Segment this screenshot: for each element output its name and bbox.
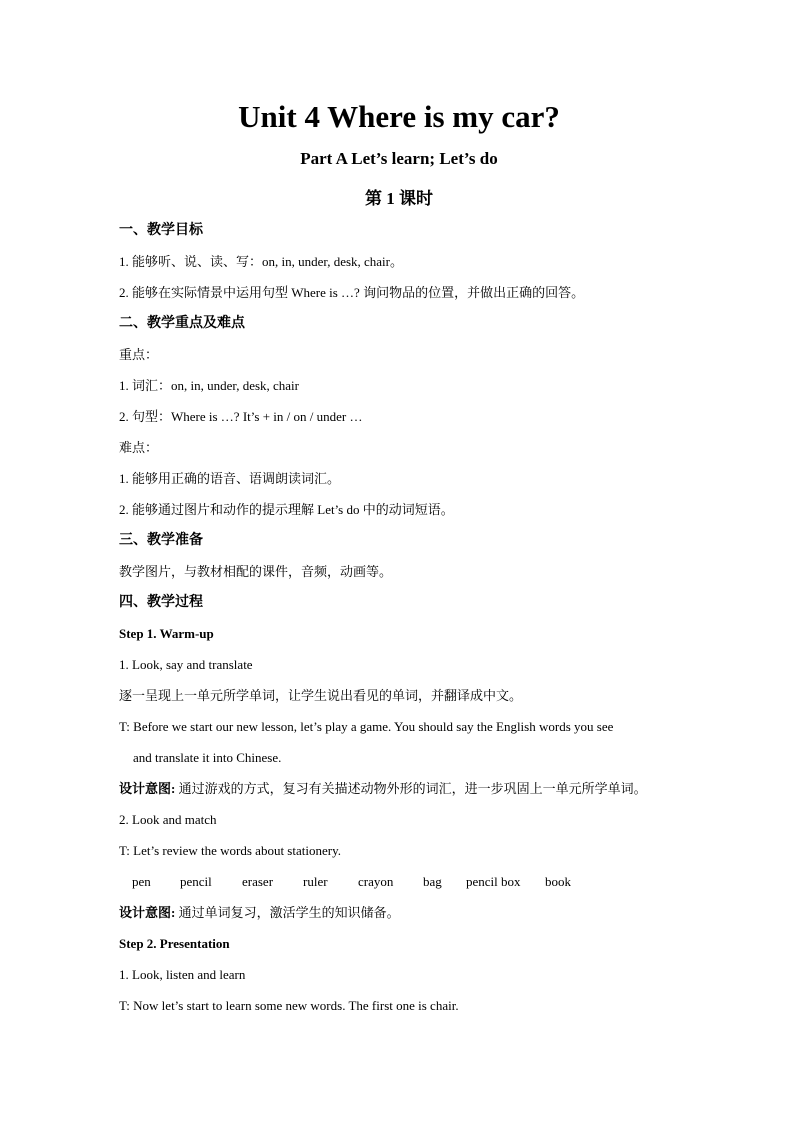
vocab-word: pen	[132, 874, 151, 889]
step1-title: Step 1. Warm-up	[119, 626, 214, 641]
section-heading-key-points: 二、教学重点及难点	[119, 316, 245, 331]
design-intent-text: 通过游戏的方式，复习有关描述动物外形的词汇，进一步巩固上一单元所学单词。	[175, 781, 647, 796]
teacher-line: T: Before we start our new lesson, let’s play a game. You should say the English words you see	[119, 719, 614, 734]
step1-sub1: 1. Look, say and translate	[119, 657, 253, 672]
key-points-label: 重点：	[119, 347, 159, 362]
teacher-line: T: Now let’s start to learn some new words. The first one is chair.	[119, 998, 459, 1013]
section-heading-procedure: 四、教学过程	[119, 595, 203, 610]
teacher-line: T: Let’s review the words about stationery.	[119, 843, 341, 858]
lesson-number: 第 1 课时	[365, 189, 433, 208]
vocab-word: bag	[423, 874, 442, 889]
vocab-word-list	[119, 866, 679, 897]
design-intent-label: 设计意图:	[119, 905, 176, 920]
design-intent-2	[119, 897, 679, 928]
document-body	[119, 96, 679, 1021]
step1-desc1: 逐一呈现上一单元所学单词，让学生说出看见的单词，并翻译成中文。	[119, 688, 523, 703]
key-point-item: 1. 词汇：on, in, under, desk, chair	[119, 378, 300, 393]
vocab-word: crayon	[358, 874, 394, 889]
step2-title: Step 2. Presentation	[119, 936, 230, 951]
document-subtitle: Part A Let’s learn; Let’s do	[300, 149, 498, 168]
objective-item: 2. 能够在实际情景中运用句型 Where is …? 询问物品的位置，并做出正确的回答。	[119, 285, 585, 300]
difficulty-item: 1. 能够用正确的语音、语调朗读词汇。	[119, 471, 341, 486]
section-heading-preparation: 三、教学准备	[119, 533, 203, 548]
step1-sub2: 2. Look and match	[119, 812, 217, 827]
key-point-item: 2. 句型：Where is …? It’s + in / on / under …	[119, 409, 363, 424]
step2-sub1: 1. Look, listen and learn	[119, 967, 246, 982]
vocab-word: pencil	[180, 874, 212, 889]
objective-item: 1. 能够听、说、读、写：on, in, under, desk, chair。	[119, 254, 404, 269]
preparation-text: 教学图片，与教材相配的课件，音频，动画等。	[119, 564, 393, 579]
document-title: Unit 4 Where is my car?	[238, 99, 560, 134]
difficulty-item: 2. 能够通过图片和动作的提示理解 Let’s do 中的动词短语。	[119, 502, 454, 517]
vocab-word: book	[545, 874, 571, 889]
design-intent-text: 通过单词复习，激活学生的知识储备。	[175, 905, 400, 920]
teacher-line-cont: and translate it into Chinese.	[133, 750, 282, 765]
design-intent-label: 设计意图:	[119, 781, 176, 796]
difficulties-label: 难点：	[119, 440, 159, 455]
vocab-word: ruler	[303, 874, 328, 889]
vocab-word: pencil box	[466, 874, 521, 889]
vocab-word: eraser	[242, 874, 274, 889]
section-heading-objectives: 一、教学目标	[119, 223, 203, 238]
design-intent-1	[119, 773, 679, 804]
